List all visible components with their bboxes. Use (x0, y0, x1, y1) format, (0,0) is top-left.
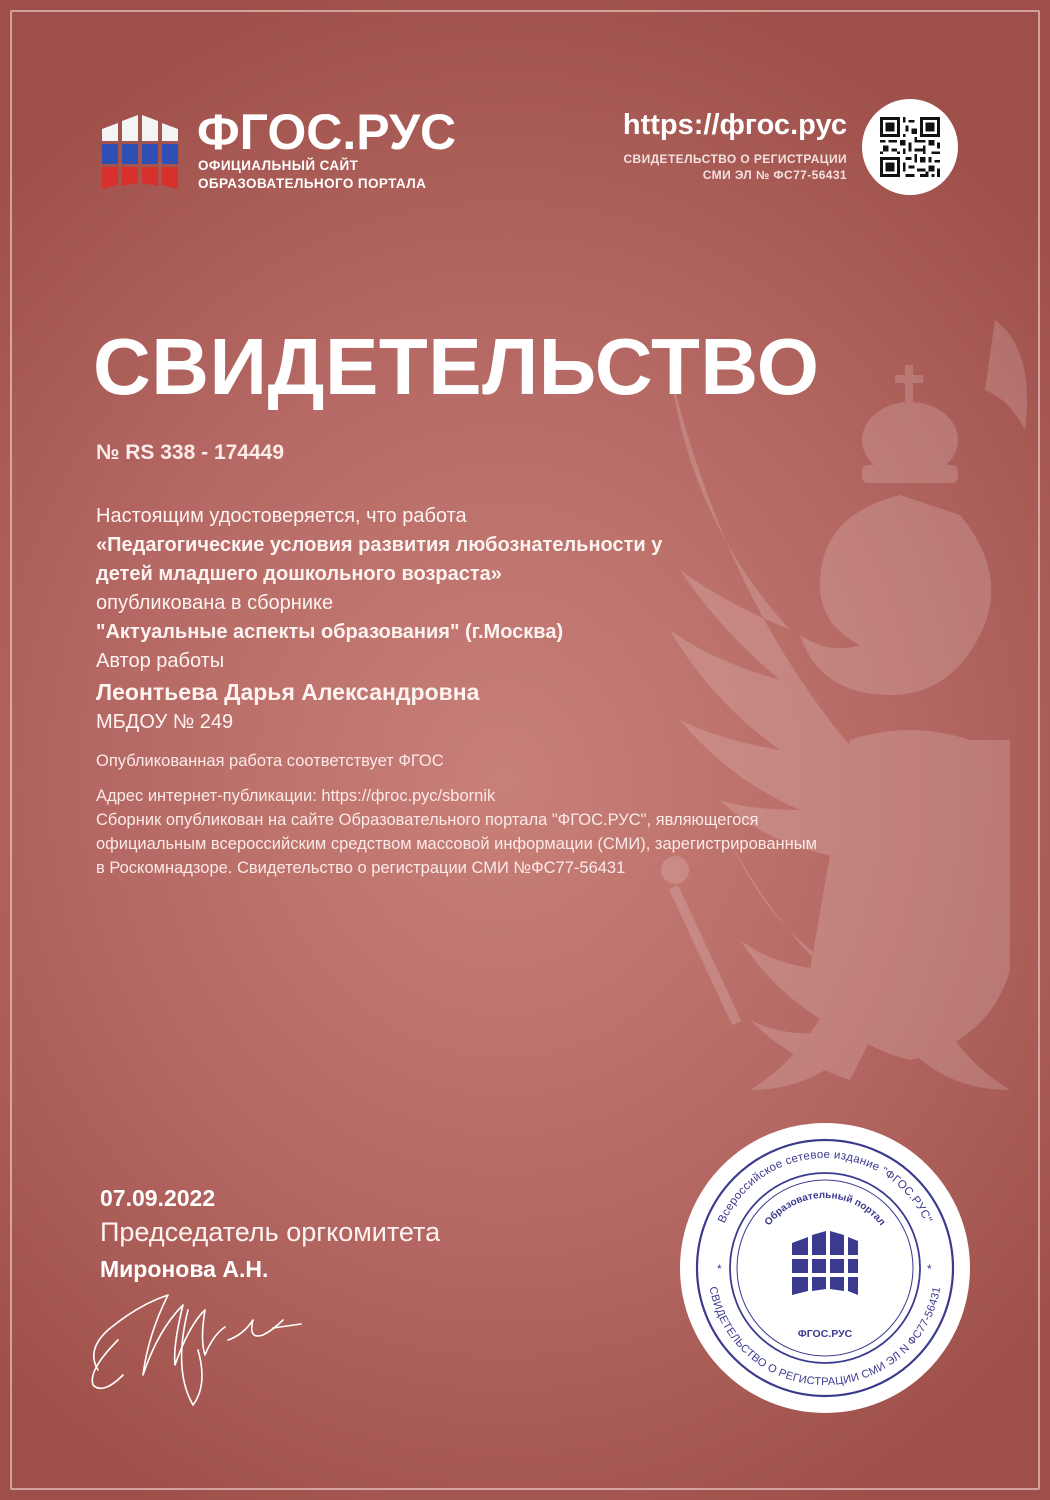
organization: МБДОУ № 249 (96, 711, 234, 733)
svg-text:*: * (927, 1262, 932, 1276)
issue-date: 07.09.2022 (100, 1185, 216, 1211)
stamp-logo-icon (792, 1231, 858, 1295)
certificate-number: № RS 338 - 174449 (96, 441, 285, 464)
site-url-link[interactable]: https://фгос.рус (622, 109, 847, 141)
logo-subtitle-line2: ОБРАЗОВАТЕЛЬНОГО ПОРТАЛА (198, 176, 427, 191)
certificate-title: СВИДЕТЕЛЬСТВО (93, 322, 820, 411)
registration-line2: СМИ ЭЛ № ФС77-56431 (702, 168, 847, 182)
qr-code-icon[interactable] (880, 117, 940, 177)
collection-name: "Актуальные аспекты образования" (г.Москва) (96, 621, 564, 643)
author-name: Леонтьева Дарья Александровна (96, 679, 480, 705)
chair-name: Миронова А.Н. (100, 1256, 269, 1282)
published-in-label: опубликована в сборнике (96, 592, 334, 614)
fgos-logo-icon (100, 115, 180, 190)
stamp-center-label: ФГОС.РУС (797, 1328, 853, 1340)
work-title-line1: «Педагогические условия развития любознательности у (96, 534, 663, 556)
info-line2: официальным всероссийским средством массовой информации (СМИ), зарегистрированным (96, 835, 817, 853)
chair-title: Председатель оргкомитета (100, 1217, 441, 1247)
work-title-line2: детей младшего дошкольного возраста» (96, 563, 502, 585)
info-line3: в Роскомнадзоре. Свидетельство о регистрации СМИ №ФС77-56431 (96, 859, 626, 877)
logo-subtitle-line1: ОФИЦИАЛЬНЫЙ САЙТ (198, 158, 359, 173)
official-stamp (680, 1123, 970, 1413)
signature-icon (78, 1270, 308, 1410)
stamp-outer-text: Всероссийское сетевое издание "ФГОС.РУС" (716, 1148, 934, 1226)
publication-address: Адрес интернет-публикации: https://фгос.рус/sbornik (96, 787, 496, 805)
info-line1: Сборник опубликован на сайте Образовательного портала "ФГОС.РУС", являющегося (96, 811, 759, 829)
author-label: Автор работы (96, 650, 225, 672)
certify-intro: Настоящим удостоверяется, что работа (96, 505, 467, 527)
stamp-inner-text: Образовательный портал (762, 1189, 888, 1228)
svg-text:*: * (717, 1262, 722, 1276)
logo-name: ФГОС.РУС (197, 104, 457, 160)
stamp-bottom-text: СВИДЕТЕЛЬСТВО О РЕГИСТРАЦИИ СМИ ЭЛ N ФС77-56431 (706, 1285, 944, 1389)
registration-line1: СВИДЕТЕЛЬСТВО О РЕГИСТРАЦИИ (623, 152, 847, 166)
fgos-compliance-note: Опубликованная работа соответствует ФГОС (96, 752, 444, 770)
